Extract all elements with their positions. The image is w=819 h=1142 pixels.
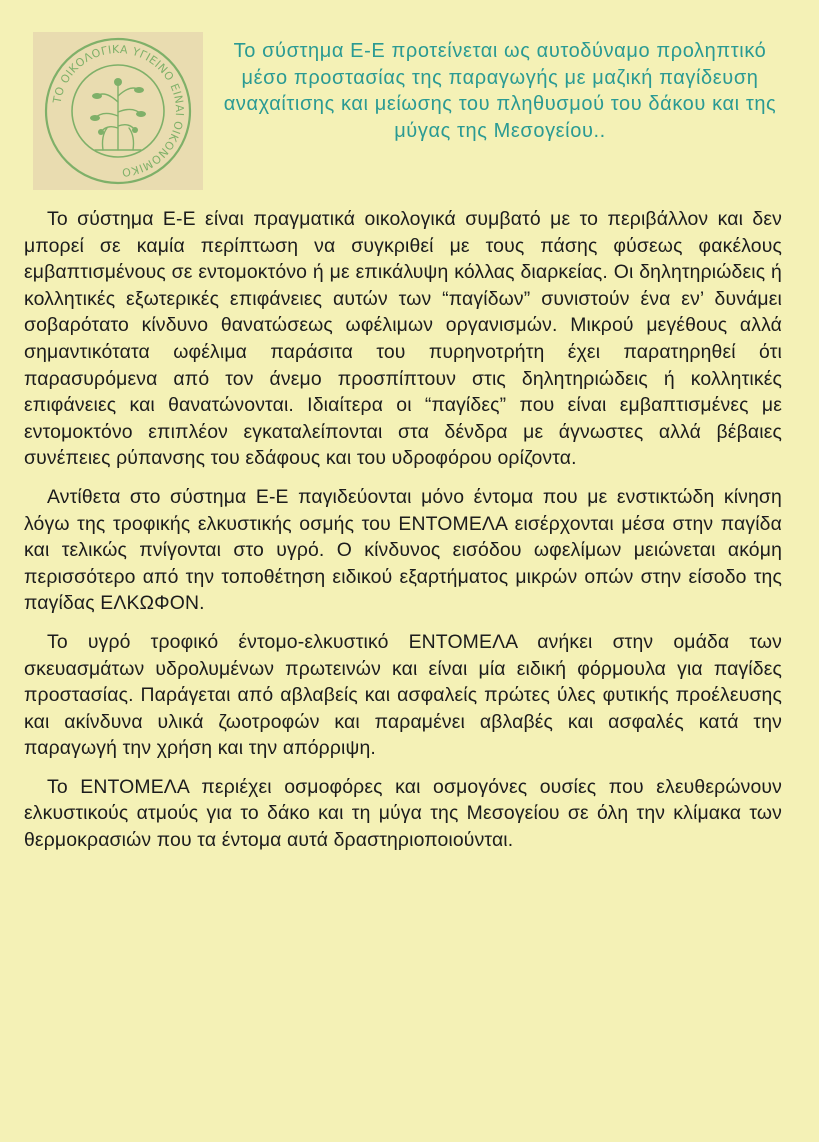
- seal-ring-text: ΤΟ ΟΙΚΟΛΟΓΙΚΑ ΥΓΙΕΙΝΟ ΕΙΝΑΙ ΟΙΚΟΝΟΜΙΚΟ: [50, 42, 187, 180]
- paragraph-1: Το σύστημα Ε-Ε είναι πραγματικά οικολογικά συμβατό με το περιβάλλον και δεν μπορεί σε καμία περίπτωση να συγκριθεί με τους πάσης φύσεως φακέλους εμβαπτισμένους σε εντομοκτόνο ή με επικάλυψη κόλλας διαρκείας. Οι δηλητηριώδεις ή κολλητικές εξωτερικές επιφάνειες αυτών των “παγίδων” συνιστούν ένα εν’ δυνάμει σοβαρότατο κίνδυνο θανατώσεως ωφέλιμων οργανισμών. Μικρού μεγέθους αλλά σημαντικότατα ωφέλιμα παράσιτα του πυρηνοτρήτη έχει παρατηρηθεί ότι παρασυρόμενα από τον άνεμο προσπίπτουν στις δηλητηριώδεις ή κολλητικές επιφάνειες και θανατώνονται. Ιδιαίτερα οι “παγίδες” που είναι εμβαπτισμένες με εντομοκτόνο επιπλέον εγκαταλείπονται στα δένδρα με άγνωστες αλλά βέβαιες συνέπειες ρύπανσης του εδάφους και του υδροφόρου ορίζοντα.: [24, 208, 782, 470]
- document-body: [24, 206, 782, 866]
- paragraph-4: Το ΕΝΤΟΜΕΛΑ περιέχει οσμοφόρες και οσμογόνες ουσίες που ελευθερώνουν ελκυστικούς ατμούς για το δάκο και τη μύγα της Μεσογείου σε όλη την κλίμακα των θερμοκρασιών που τα έντομα αυτά δραστηριοποιούνται.: [24, 775, 782, 852]
- ecological-seal-logo: [33, 32, 203, 190]
- intro-statement: Το σύστημα Ε-Ε προτείνεται ως αυτοδύναμο προληπτικό μέσο προστασίας της παραγωγής με μαζική παγίδευση αναχαίτισης και μείωσης του πληθυσμού του δάκου και της μύγας της Μεσογείου..: [223, 40, 777, 142]
- paragraph-2: Αντίθετα στο σύστημα Ε-Ε παγιδεύονται μόνο έντομα που με ενστικτώδη κίνηση λόγω της τροφικής ελκυστικής οσμής του ΕΝΤΟΜΕΛΑ εισέρχονται μέσα στην παγίδα και τελικώς πνίγονται στο υγρό. Ο κίνδυνος εισόδου ωφελίμων μειώνεται ακόμη περισσότερο από την τοποθέτηση ειδικού εξαρτήματος μικρών οπών στην είσοδο της παγίδας ΕΛΚΩΦΟΝ.: [24, 485, 782, 615]
- seal-icon: [33, 32, 203, 190]
- paragraph-3: Το υγρό τροφικό έντομο-ελκυστικό ΕΝΤΟΜΕΛΑ ανήκει στην ομάδα των σκευασμάτων υδρολυμένων πρωτεινών και είναι μία ειδική φόρμουλα για παγίδες προστασίας. Παράγεται από αβλαβείς και ασφαλείς πρώτες ύλες φυτικής προέλευσης και ακίνδυνα υλικά ζωοτροφών και παραμένει αβλαβές και ασφαλές κατά την παραγωγή την χρήση και την απόρριψη.: [24, 630, 782, 760]
